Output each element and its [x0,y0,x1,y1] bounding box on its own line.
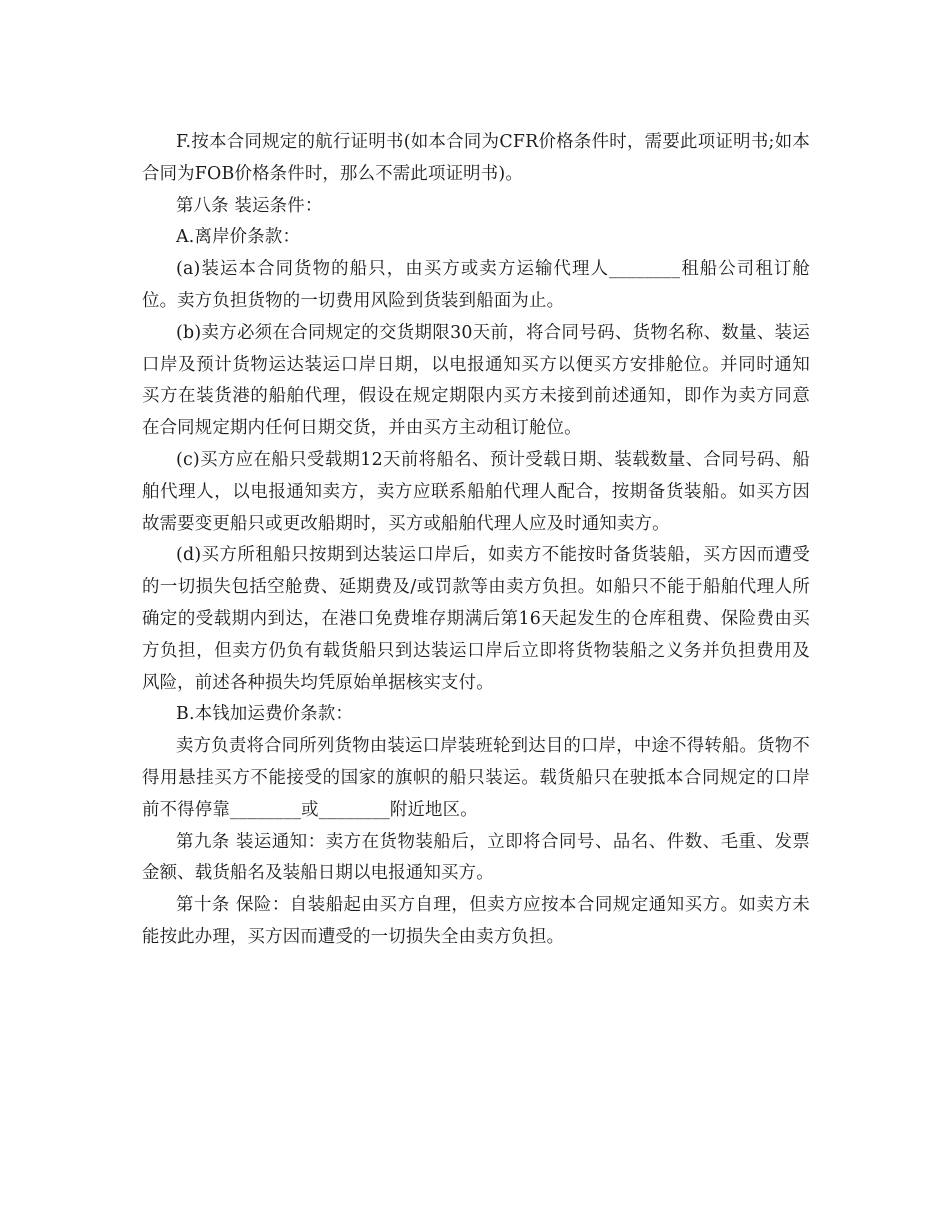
paragraph-clause-a-c: (c)买方应在船只受载期12天前将船名、预计受载日期、装载数量、合同号码、船舶代理人，以电报通知卖方，卖方应联系船舶代理人配合，按期备货装船。如买方因故需要变更船只或更改船期时，买方或船舶代理人应及时通知卖方。 [142,449,810,534]
paragraph-clause-b: 卖方负责将合同所列货物由装运口岸装班轮到达目的口岸，中途不得转船。货物不得用悬挂买方不能接受的国家的旗帜的船只装运。载货船只在驶抵本合同规定的口岸前不得停靠________或________附近地区。 [142,736,810,820]
heading-article-8: 第八条 装运条件： [176,195,323,216]
paragraph-clause-a-b: (b)卖方必须在合同规定的交货期限30天前，将合同号码、货物名称、数量、装运口岸及预计货物运达装运口岸日期，以电报通知买方以便买方安排舱位。并同时通知买方在装货港的船舶代理，假设在规定期限内买方未接到前述通知，即作为卖方同意在合同规定期内任何日期交货，并由买方主动租订舱位。 [142,322,810,439]
paragraph-clause-a-d: (d)买方所租船只按期到达装运口岸后，如卖方不能按时备货装船，买方因而遭受的一切损失包括空舱费、延期费及/或罚款等由卖方负担。如船只不能于船舶代理人所确定的受载期内到达，在港口免费堆存期满后第16天起发生的仓库租费、保险费由买方负担，但卖方仍负有载货船只到达装运口岸后立即将货物装船之义务并负担费用及风险，前述各种损失均凭原始单据核实支付。 [142,545,810,693]
paragraph-article-9: 第九条 装运通知：卖方在货物装船后，立即将合同号、品名、件数、毛重、发票金额、载货船名及装船日期以电报通知买方。 [142,831,810,884]
document-body [142,127,810,954]
paragraph-clause-a-a: (a)装运本合同货物的船只，由买方或卖方运输代理人________租船公司租订舱位。卖方负担货物的一切费用风险到货装到船面为止。 [142,259,810,311]
heading-clause-b: B.本钱加运费价条款： [176,704,354,725]
paragraph-article-10: 第十条 保险：自装船起由买方自理，但卖方应按本合同规定通知买方。如卖方未能按此办理，买方因而遭受的一切损失全由卖方负担。 [142,895,810,947]
heading-clause-a: A.离岸价条款： [176,227,301,248]
paragraph-certificate-f: F.按本合同规定的航行证明书(如本合同为CFR价格条件时，需要此项证明书;如本合同为FOB价格条件时，那么不需此项证明书)。 [142,132,810,184]
